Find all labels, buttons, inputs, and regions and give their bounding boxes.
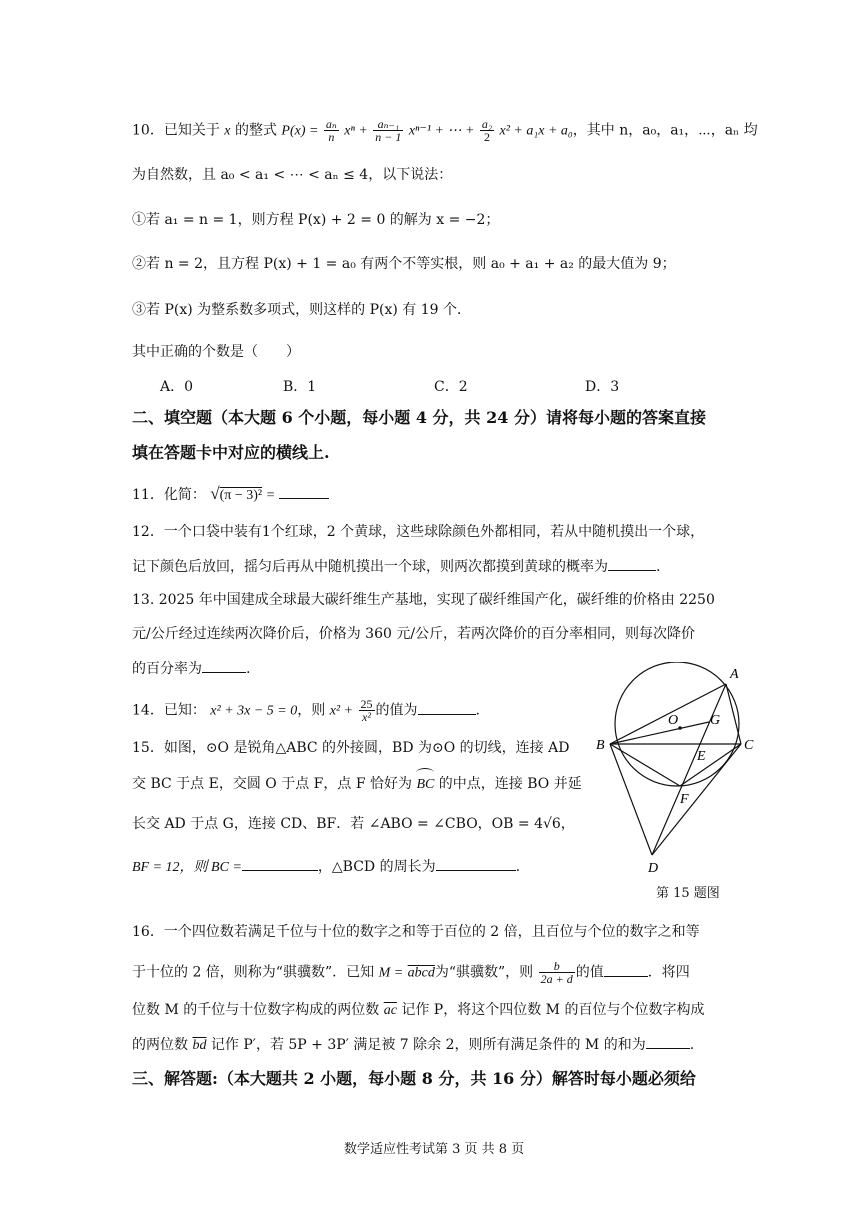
label-a: A — [730, 667, 739, 682]
q10-option-d: D．3 — [585, 379, 620, 395]
sqrt-sign: √ — [210, 484, 220, 503]
segment-ad — [652, 684, 726, 855]
q12-line2-text: 记下颜色后放回，摇匀后再从中随机摸出一个球，则两次都摸到黄球的概率为 — [132, 559, 608, 575]
q10-frac3 — [480, 118, 494, 143]
q15-line2-b: 的中点，连接 BO 并延 — [438, 776, 582, 792]
q10-option-c: C．2 — [434, 379, 468, 395]
q15-line4-a: BF = 12，则 BC = — [132, 860, 242, 875]
q15-figure-caption: 第 15 题图 — [656, 886, 720, 901]
q14-expr: x² + — [329, 703, 354, 719]
q16-line3-b: 记作 P，将这个四位数 M 的百位与个位数字构成 — [401, 1002, 705, 1018]
q10-statement-1: ①若 a₁ = n = 1，则方程 P(x) + 2 = 0 的解为 x = −2； — [132, 212, 500, 228]
q10-frac2-den: n − 1 — [375, 130, 402, 144]
q10-frac1-den: n — [328, 130, 335, 144]
section2-heading-line1: 二、填空题（本大题 6 个小题，每小题 4 分，共 24 分）请将每小题的答案直接 — [132, 408, 706, 427]
label-g: G — [710, 713, 721, 728]
label-f: F — [680, 792, 689, 807]
q16-line1: 16．一个四位数若满足千位与十位的数字之和等于百位的 2 倍，且百位与个位的数字之和等 — [132, 924, 700, 940]
segment-cf — [680, 744, 741, 786]
q13-end: . — [246, 661, 251, 677]
q10-term1: xⁿ + — [344, 123, 368, 139]
q10-tail: ，其中 n，a₀，a₁，⋯，aₙ 均 — [572, 122, 758, 139]
q14-mid: ，则 — [297, 702, 326, 719]
q13-line1: 13. 2025 年中国建成全球最大碳纤维生产基地，实现了碳纤维国产化，碳纤维的价格由 2250 — [132, 592, 715, 608]
q15-arc-label: BC — [416, 777, 435, 792]
arc-mark — [416, 768, 434, 777]
q16-line2-a: 于十位的 2 倍，则称为“骐骥数”．已知 — [132, 964, 375, 981]
q16-frac — [539, 960, 575, 985]
q10-of-expr: 的整式 — [234, 122, 277, 139]
center-point — [678, 726, 682, 730]
q11-line — [132, 484, 329, 506]
q15-line2 — [132, 774, 582, 795]
q10-frac1 — [324, 118, 339, 143]
q13-line3 — [132, 658, 250, 679]
q14-frac-den: x² — [362, 710, 371, 724]
q16-answer-blank-1[interactable] — [604, 962, 648, 977]
q16-answer-blank-2[interactable] — [646, 1034, 690, 1049]
q10-frac3-den: 2 — [483, 130, 490, 144]
section3-heading: 三、解答题:（本大题共 2 小题，每小题 8 分，共 16 分）解答时每小题必须给 — [132, 1069, 696, 1088]
q16-frac-num: b — [539, 960, 575, 973]
q11-radicand: (π − 3)² — [219, 488, 263, 503]
q10-term3: x² + a₁x + a₀ — [499, 123, 573, 139]
q10-line2: 为自然数，且 a₀ < a₁ < ⋯ < aₙ ≤ 4，以下说法： — [132, 167, 453, 183]
q16-line2 — [132, 960, 690, 985]
segment-bd — [610, 744, 652, 855]
q16-line3 — [132, 1000, 704, 1021]
q10-frac2-num: aₙ₋₁ — [373, 118, 403, 131]
q10-frac2 — [373, 118, 403, 143]
q16-line4 — [132, 1034, 694, 1056]
label-c: C — [744, 738, 754, 753]
q15-answer-blank-1[interactable] — [242, 856, 318, 871]
q10-p-lhs: P(x) = — [281, 123, 319, 139]
q10-option-a: A．0 — [160, 379, 194, 395]
q10-frac1-num: aₙ — [325, 117, 337, 131]
section2-heading-line2: 填在答题卡中对应的横线上. — [132, 443, 330, 462]
q16-line3-a: 位数 M 的千位与十位数字构成的两位数 — [132, 1002, 380, 1018]
q16-line4-a: 的两位数 — [132, 1037, 188, 1053]
q15-line1: 15．如图，⊙O 是锐角△ABC 的外接圆，BD 为⊙O 的切线，连接 AD — [132, 740, 570, 756]
label-d: D — [648, 861, 659, 876]
q16-line2-d: ．将四 — [647, 964, 690, 981]
q10-option-b: B．1 — [283, 379, 317, 395]
q14-equation: x² + 3x − 5 = 0 — [210, 703, 298, 719]
page-footer: 数学适应性考试第 3 页 共 8 页 — [344, 1142, 525, 1157]
q16-m-eq: M = — [378, 965, 404, 981]
label-e: E — [697, 749, 706, 764]
q10-ask: 其中正确的个数是（ ） — [132, 344, 300, 360]
q15-end: . — [515, 859, 521, 875]
label-o: O — [668, 713, 679, 728]
q16-line2-c: 的值 — [575, 964, 604, 981]
q16-bd: $\overline{bd}$ — [192, 1038, 207, 1053]
q11-eq: = — [266, 488, 275, 503]
q14-tail: 的值为 — [375, 702, 418, 719]
q12-answer-blank[interactable] — [608, 556, 656, 571]
segment-bg — [610, 722, 709, 744]
q16-abcd: abcd — [407, 965, 435, 981]
segment-bf — [610, 744, 680, 786]
q15-line4 — [132, 856, 520, 878]
q16-line2-b: 为“骐骥数”，则 — [434, 964, 534, 981]
q13-line3-text: 的百分率为 — [132, 661, 202, 677]
q10-term2: xⁿ⁻¹ + ⋯ + — [408, 123, 475, 139]
q10-lead: 10．已知关于 — [132, 122, 220, 139]
q12-line2 — [132, 556, 660, 577]
q15-arc-bc — [416, 774, 434, 795]
q16-ac: $\overline{ac}$ — [383, 1003, 397, 1018]
q10-frac3-num: a₂ — [481, 117, 493, 131]
q14-frac-num: 25 — [360, 697, 373, 711]
q10-statement-3: ③若 P(x) 为整系数多项式，则这样的 P(x) 有 19 个． — [132, 302, 471, 318]
q16-frac-den: 2a + d — [540, 972, 573, 986]
q16-line4-b: 记作 P′，若 5P + 3P′ 满足被 7 除余 2，则所有满足条件的 M 的和为 — [210, 1037, 646, 1053]
q15-figure — [596, 662, 776, 882]
q14-line — [132, 698, 480, 723]
q14-frac — [359, 698, 375, 723]
q14-end: . — [475, 702, 480, 719]
q15-line4-b: ，△BCD 的周长为 — [317, 859, 436, 875]
q12-line1: 12．一个口袋中装有1个红球，2 个黄球，这些球除颜色外都相同，若从中随机摸出一个球， — [132, 524, 705, 540]
q10-statement-2: ②若 n = 2，且方程 P(x) + 1 = a₀ 有两个不等实根，则 a₀ + a₁ + a₂ 的最大值为 9； — [132, 256, 676, 272]
q15-line3: 长交 AD 于点 G，连接 CD、BF．若 ∠ABO = ∠CBO，OB = 4√6， — [132, 816, 575, 832]
q13-line2: 元/公斤经过连续两次降价后，价格为 360 元/公斤，若两次降价的百分率相同，则每次降价 — [132, 626, 696, 642]
label-b: B — [596, 738, 605, 753]
q14-lead: 14．已知： — [132, 702, 206, 719]
q15-line2-a: 交 BC 于点 E，交圆 O 于点 F，点 F 恰好为 — [132, 776, 412, 792]
q14-answer-blank[interactable] — [418, 700, 476, 715]
q16-end: . — [689, 1037, 695, 1053]
q10-var-x: x — [224, 123, 231, 139]
q10-line1 — [132, 118, 758, 143]
q11-answer-blank[interactable] — [279, 484, 329, 499]
q15-answer-blank-2[interactable] — [436, 856, 516, 871]
q12-end: . — [656, 559, 661, 575]
q13-answer-blank[interactable] — [202, 658, 246, 673]
q11-lead: 11．化简： — [132, 487, 206, 503]
